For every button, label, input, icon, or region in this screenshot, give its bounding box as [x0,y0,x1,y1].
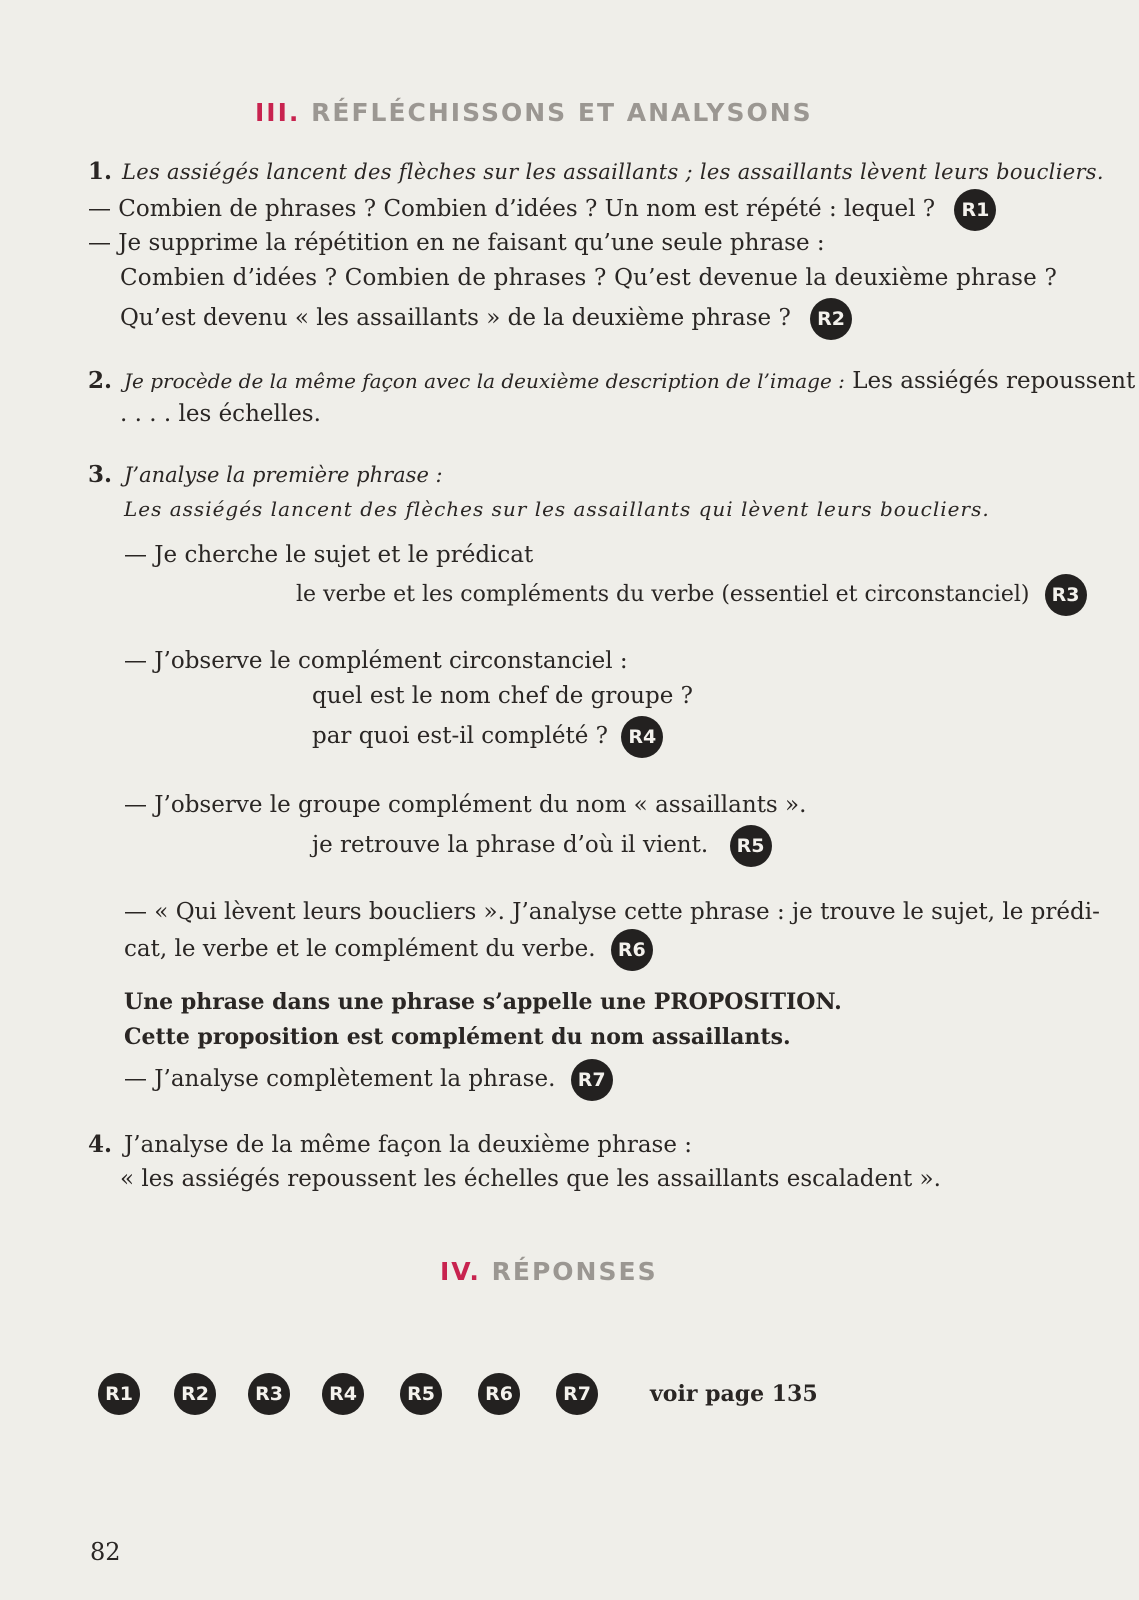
q1-sentence: Les assiégés lancent des flèches sur les assaillants ; les assaillants lèvent leurs boucliers. [122,160,1104,184]
q4-number: 4. [88,1131,113,1158]
q3-a2: le verbe et les compléments du verbe (essentiel et circonstanciel) [296,582,1030,607]
answer-badge-r2: R2 [174,1373,216,1415]
section-4-number: IV. [440,1257,481,1286]
q3-b2: quel est le nom chef de groupe ? [312,683,693,709]
q3-number: 3. [88,461,113,488]
q3-d1: — « Qui lèvent leurs boucliers ». J’analyse cette phrase : je trouve le sujet, le prédi- [124,899,1100,925]
q2-line [124,366,1135,396]
voir-page-link: voir page 135 [650,1381,818,1407]
badge-r4: R4 [621,716,663,758]
badge-r5: R5 [730,825,772,867]
q3-c2: je retrouve la phrase d’où il vient. [312,832,709,858]
q3-b3: par quoi est-il complété ? [312,723,608,749]
q2-text-a: Les assiégés repoussent [852,368,1136,394]
badge-r6: R6 [611,929,653,971]
section-3-number: III. [255,98,301,127]
q3-d2-row [124,929,653,971]
q1-number: 1. [88,158,113,185]
q1-question-4 [120,298,852,340]
q1-line-3: Combien d’idées ? Combien de phrases ? Qu’est devenue la deuxième phrase ? [120,265,1058,291]
q3-a2-row [296,574,1087,616]
q3-intro: J’analyse la première phrase : [124,463,443,487]
q3-e1: — J’analyse complètement la phrase. [124,1066,556,1092]
q3-rule-2: Cette proposition est complément du nom assaillants. [124,1024,791,1050]
q3-e1-row [124,1059,613,1101]
answer-badge-r3: R3 [248,1373,290,1415]
badge-r1: R1 [954,189,996,231]
q2-number: 2. [88,367,113,394]
q1-line-1: — Combien de phrases ? Combien d’idées ? Un nom est répété : lequel ? [88,196,936,222]
section-4-title: RÉPONSES [491,1257,658,1286]
badge-r2: R2 [810,298,852,340]
answer-badge-r1: R1 [98,1373,140,1415]
q3-b1: — J’observe le complément circonstanciel : [124,648,628,674]
section-4-heading [440,1257,658,1286]
q1-question-1 [88,189,996,231]
q3-d2: cat, le verbe et le complément du verbe. [124,936,596,962]
answer-badge-r7: R7 [556,1373,598,1415]
q4-line-2: « les assiégés repoussent les échelles que les assaillants escaladent ». [120,1166,941,1192]
q3-sentence: Les assiégés lancent des flèches sur les assaillants qui lèvent leurs boucliers. [124,497,990,521]
badge-r3: R3 [1045,574,1087,616]
q4-line-1: J’analyse de la même façon la deuxième phrase : [124,1132,693,1158]
q2-intro: Je procède de la même façon avec la deuxième description de l’image : [124,369,845,393]
q3-a1: — Je cherche le sujet et le prédicat [124,542,534,568]
page-number: 82 [90,1538,121,1566]
q3-rule-1: Une phrase dans une phrase s’appelle une PROPOSITION. [124,989,842,1015]
q2-text-b: . . . . les échelles. [120,401,321,427]
badge-r7: R7 [571,1059,613,1101]
q1-line-4: Qu’est devenu « les assaillants » de la deuxième phrase ? [120,305,791,331]
answer-badge-r6: R6 [478,1373,520,1415]
section-3-heading [255,98,813,127]
answer-badge-r4: R4 [322,1373,364,1415]
section-3-title: RÉFLÉCHISSONS ET ANALYSONS [311,98,813,127]
answer-badge-r5: R5 [400,1373,442,1415]
q1-line-2: — Je supprime la répétition en ne faisant qu’une seule phrase : [88,230,825,256]
q3-c1: — J’observe le groupe complément du nom « assaillants ». [124,792,807,818]
q3-c2-row [312,825,772,867]
q3-b3-row [312,716,663,758]
